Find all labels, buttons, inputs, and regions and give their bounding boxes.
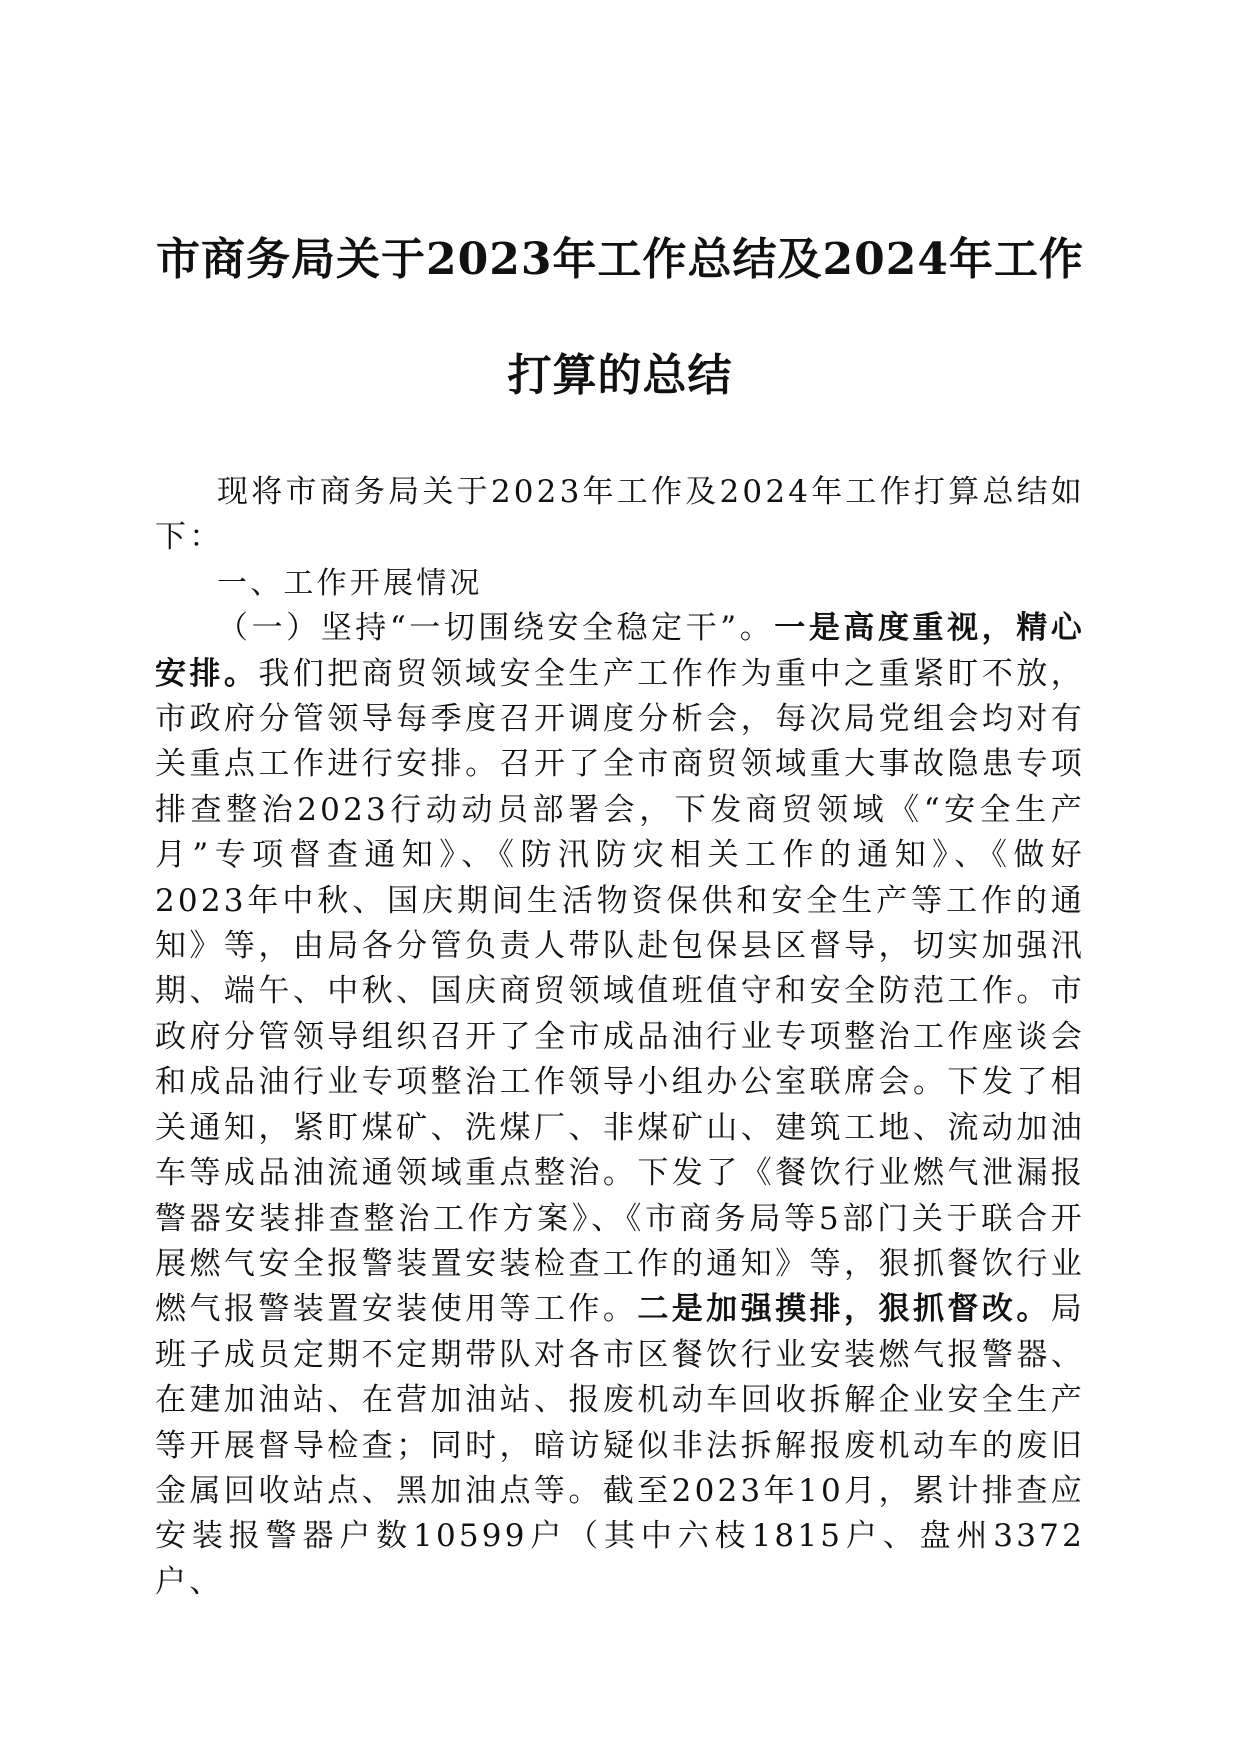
paragraph-text-2: 局班子成员定期不定期带队对各市区餐饮行业安装燃气报警器、在建加油站、在营加油站、报废机动车回收拆解企业安全生产等开展督导检查；同时，暗访疑似非法拆解报废机动车的废旧金属回收站点、黑加油点等。截至2023年10月，累计排查应安装报警器户数10599户（其中六枝1815户、盘州3372户、	[155, 1291, 1085, 1600]
document-body	[155, 470, 1085, 1605]
body-paragraph	[155, 606, 1085, 1605]
bold-point-1: 一是高度重视，精心安排。	[155, 610, 1085, 692]
document-title-line1: 市商务局关于2023年工作总结及2024年工作	[156, 234, 1084, 285]
section-heading: 一、工作开展情况	[217, 565, 483, 601]
intro-paragraph: 现将市商务局关于2023年工作及2024年工作打算总结如下：	[155, 474, 1085, 556]
paragraph-text-1: 我们把商贸领域安全生产工作作为重中之重紧盯不放，市政府分管领导每季度召开调度分析会，每次局党组会均对有关重点工作进行安排。召开了全市商贸领域重大事故隐患专项排查整治2023行动动员部署会，下发商贸领域《“安全生产月”专项督查通知》、《防汛防灾相关工作的通知》、《做好2023年中秋、国庆期间生活物资保供和安全生产等工作的通知》等，由局各分管负责人带队赴包保县区督导，切实加强汛期、端午、中秋、国庆商贸领域值班值守和安全防范工作。市政府分管领导组织召开了全市成品油行业专项整治工作座谈会和成品油行业专项整治工作领导小组办公室联席会。下发了相关通知，紧盯煤矿、洗煤厂、非煤矿山、建筑工地、流动加油车等成品油流通领域重点整治。下发了《餐饮行业燃气泄漏报警器安装排查整治工作方案》、《市商务局等5部门关于联合开展燃气安全报警装置安装检查工作的通知》等，狠抓餐饮行业燃气报警装置安装使用等工作。	[155, 655, 1085, 1328]
bold-point-2: 二是加强摸排，狠抓督改。	[637, 1291, 1051, 1328]
paragraph-lead: （一）坚持“一切围绕安全稳定干”。	[217, 610, 775, 647]
document-title-line2: 打算的总结	[507, 350, 733, 401]
